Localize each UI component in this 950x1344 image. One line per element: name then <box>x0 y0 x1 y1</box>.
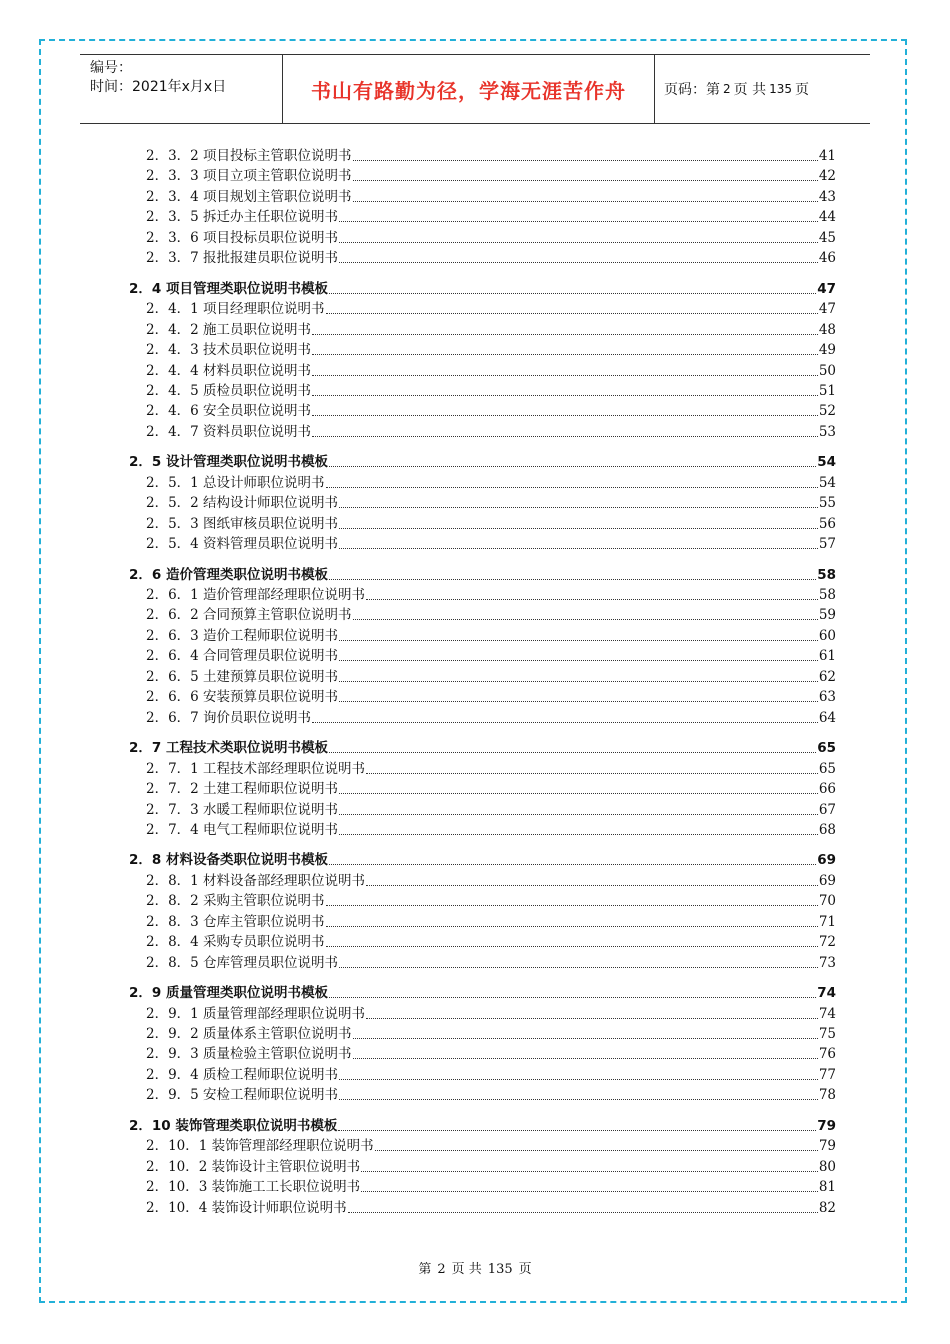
toc-entry[interactable] <box>146 911 836 931</box>
toc-entry-label: 2．10．4 装饰设计师职位说明书 <box>146 1199 347 1216</box>
toc-entry[interactable] <box>146 1064 836 1084</box>
toc-entry-page: 58 <box>818 587 836 603</box>
toc-section-entry[interactable] <box>129 451 836 471</box>
toc-leader-dots <box>339 681 818 682</box>
toc-leader-dots <box>339 701 818 702</box>
toc-entry[interactable] <box>146 206 836 226</box>
toc-leader-dots <box>353 1058 818 1059</box>
toc-entry[interactable] <box>146 1084 836 1104</box>
toc-entry-label: 2．6 造价管理类职位说明书模板 <box>129 566 328 583</box>
toc-entry-page: 59 <box>818 607 836 624</box>
toc-leader-dots <box>312 415 818 416</box>
toc-entry-page: 57 <box>818 536 836 553</box>
toc-leader-dots <box>312 436 818 437</box>
toc-entry-label: 2．6．3 造价工程师职位说明书 <box>146 627 339 644</box>
toc-entry-label: 2．9 质量管理类职位说明书模板 <box>129 985 328 1002</box>
toc-leader-dots <box>329 466 816 467</box>
toc-leader-dots <box>312 375 818 376</box>
toc-entry[interactable] <box>146 513 836 533</box>
toc-entry-page: 77 <box>818 1066 836 1083</box>
footer-page: 2 <box>437 1262 446 1277</box>
toc-entry[interactable] <box>146 319 836 339</box>
toc-entry-label: 2．3．6 项目投标员职位说明书 <box>146 229 339 246</box>
toc-leader-dots <box>339 507 818 508</box>
toc-entry[interactable] <box>146 1023 836 1043</box>
toc-entry-label: 2．8．4 采购专员职位说明书 <box>146 934 325 951</box>
toc-entry-label: 2．9．3 质量检验主管职位说明书 <box>146 1046 352 1063</box>
toc-entry-page: 71 <box>818 913 836 930</box>
toc-entry-page: 49 <box>818 342 836 359</box>
toc-entry-label: 2．4．6 安全员职位说明书 <box>146 403 312 420</box>
toc-entry[interactable] <box>146 400 836 420</box>
toc-entry-page: 79 <box>817 1117 836 1134</box>
toc-section-entry[interactable] <box>129 564 836 584</box>
toc-entry[interactable] <box>146 1003 836 1023</box>
toc-entry[interactable] <box>146 666 836 686</box>
toc-entry-page: 65 <box>817 740 836 757</box>
toc-leader-dots <box>353 201 818 202</box>
toc-entry[interactable] <box>146 890 836 910</box>
toc-leader-dots <box>353 619 818 620</box>
toc-entry-page: 64 <box>818 709 836 726</box>
toc-entry-label: 2．5．4 资料管理员职位说明书 <box>146 536 339 553</box>
toc-leader-dots <box>339 814 818 815</box>
toc-leader-dots <box>339 221 818 222</box>
toc-entry-label: 2．4 项目管理类职位说明书模板 <box>129 280 328 297</box>
toc-leader-dots <box>339 1099 818 1100</box>
toc-entry-label: 2．6．5 土建预算员职位说明书 <box>146 668 339 685</box>
toc-entry[interactable] <box>146 533 836 553</box>
toc-entry-label: 2．7 工程技术类职位说明书模板 <box>129 740 328 757</box>
toc-entry[interactable] <box>146 380 836 400</box>
toc-entry-label: 2．6．4 合同管理员职位说明书 <box>146 648 339 665</box>
toc-entry-label: 2．7．3 水暖工程师职位说明书 <box>146 801 339 818</box>
toc-entry-page: 56 <box>818 515 836 532</box>
toc-section-entry[interactable] <box>129 278 836 298</box>
toc-entry-label: 2．4．3 技术员职位说明书 <box>146 342 312 359</box>
toc-leader-dots <box>326 487 818 488</box>
toc-entry[interactable] <box>146 625 836 645</box>
footer-suffix: 页 <box>518 1262 532 1277</box>
toc-leader-dots <box>353 160 818 161</box>
toc-entry-page: 72 <box>818 934 836 951</box>
toc-entry[interactable] <box>146 778 836 798</box>
toc-leader-dots <box>366 773 818 774</box>
toc-leader-dots <box>338 1130 816 1131</box>
toc-entry-label: 2．3．5 拆迁办主任职位说明书 <box>146 209 339 226</box>
toc-entry-page: 78 <box>818 1087 836 1104</box>
toc-entry-page: 66 <box>818 781 836 798</box>
toc-entry-page: 41 <box>818 148 836 164</box>
number-label: 编号： <box>90 60 132 76</box>
toc-leader-dots <box>375 1150 818 1151</box>
toc-entry[interactable] <box>146 1043 836 1063</box>
toc-entry[interactable] <box>146 339 836 359</box>
toc-entry-page: 46 <box>818 250 836 267</box>
toc-entry-page: 43 <box>818 188 836 205</box>
toc-entry-label: 2．6．7 询价员职位说明书 <box>146 709 312 726</box>
toc-entry-page: 47 <box>818 301 836 318</box>
toc-entry-page: 67 <box>818 801 836 818</box>
toc-entry-page: 69 <box>818 872 836 889</box>
time-label: 时间：2021年x月x日 <box>90 79 227 95</box>
toc-entry[interactable] <box>146 707 836 727</box>
toc-entry-page: 47 <box>817 280 836 297</box>
toc-leader-dots <box>312 722 818 723</box>
toc-entry[interactable] <box>146 247 836 267</box>
toc-leader-dots <box>326 946 818 947</box>
toc-leader-dots <box>339 242 818 243</box>
toc-entry-page: 76 <box>818 1046 836 1063</box>
toc-entry[interactable] <box>146 819 836 839</box>
toc-entry-label: 2．5 设计管理类职位说明书模板 <box>129 454 328 471</box>
toc-section-entry[interactable] <box>129 737 836 757</box>
toc-leader-dots <box>353 180 818 181</box>
toc-leader-dots <box>329 752 816 753</box>
toc-entry-label: 2．6．6 安装预算员职位说明书 <box>146 689 339 706</box>
toc-entry-label: 2．9．2 质量体系主管职位说明书 <box>146 1026 352 1042</box>
toc-leader-dots <box>339 528 818 529</box>
toc-leader-dots <box>339 640 818 641</box>
toc-entry-page: 62 <box>818 668 836 685</box>
toc-entry[interactable] <box>146 421 836 441</box>
toc-leader-dots <box>353 1038 818 1039</box>
toc-leader-dots <box>326 926 818 927</box>
toc-leader-dots <box>361 1171 818 1172</box>
toc-entry[interactable] <box>146 686 836 706</box>
toc-entry-label: 2．3．7 报批报建员职位说明书 <box>146 250 339 267</box>
toc-leader-dots <box>361 1191 818 1192</box>
toc-entry-label: 2．5．1 总设计师职位说明书 <box>146 474 325 491</box>
toc-leader-dots <box>312 334 818 335</box>
toc-entry-label: 2．4．2 施工员职位说明书 <box>146 321 312 338</box>
toc-entry-page: 54 <box>817 454 836 471</box>
toc-entry-page: 73 <box>818 954 836 971</box>
toc-entry-label: 2．3．3 项目立项主管职位说明书 <box>146 168 352 185</box>
toc-entry[interactable] <box>146 584 836 604</box>
toc-entry-label: 2．3．2 项目投标主管职位说明书 <box>146 148 352 164</box>
toc-entry-page: 60 <box>818 627 836 644</box>
toc-entry-page: 44 <box>818 209 836 226</box>
toc-entry[interactable] <box>146 1197 836 1217</box>
toc-entry-page: 69 <box>817 852 836 869</box>
toc-entry-page: 61 <box>818 648 836 665</box>
toc-leader-dots <box>339 967 818 968</box>
toc-entry-label: 2．7．2 土建工程师职位说明书 <box>146 781 339 798</box>
toc-section-entry[interactable] <box>129 982 836 1002</box>
toc-entry-label: 2．8．5 仓库管理员职位说明书 <box>146 954 339 971</box>
toc-entry-page: 74 <box>818 1005 836 1022</box>
toc-leader-dots <box>339 660 818 661</box>
page-header <box>80 54 870 124</box>
toc-entry-page: 48 <box>818 321 836 338</box>
toc-section-entry[interactable] <box>129 849 836 869</box>
page-footer <box>0 1258 950 1277</box>
toc-entry[interactable] <box>146 758 836 778</box>
toc-entry[interactable] <box>146 645 836 665</box>
toc-entry-page: 65 <box>818 760 836 777</box>
header-slogan: 书山有路勤为径，学海无涯苦作舟 <box>283 55 655 123</box>
toc-leader-dots <box>312 395 818 396</box>
toc-leader-dots <box>312 354 818 355</box>
toc-entry-label: 2．8 材料设备类职位说明书模板 <box>129 852 328 869</box>
toc-leader-dots <box>326 313 818 314</box>
toc-entry-label: 2．4．4 材料员职位说明书 <box>146 362 312 379</box>
toc-entry-page: 54 <box>818 474 836 491</box>
toc-entry-label: 2．9．1 质量管理部经理职位说明书 <box>146 1005 366 1022</box>
toc-entry-page: 42 <box>818 168 836 185</box>
toc-entry-label: 2．7．4 电气工程师职位说明书 <box>146 821 339 838</box>
toc-entry-label: 2．10．2 装饰设计主管职位说明书 <box>146 1158 361 1175</box>
toc-entry[interactable] <box>146 931 836 951</box>
toc-entry-label: 2．8．2 采购主管职位说明书 <box>146 893 325 910</box>
toc-entry-page: 52 <box>818 403 836 420</box>
toc-entry-label: 2．10．1 装饰管理部经理职位说明书 <box>146 1138 374 1155</box>
toc-leader-dots <box>339 1079 818 1080</box>
toc-leader-dots <box>339 793 818 794</box>
page-total: 135 <box>769 82 792 96</box>
toc-leader-dots <box>329 997 816 998</box>
toc-leader-dots <box>339 262 818 263</box>
page-suffix: 页 <box>795 82 809 98</box>
toc-entry-page: 75 <box>818 1026 836 1042</box>
toc-leader-dots <box>366 599 818 600</box>
toc-entry-label: 2．9．4 质检工程师职位说明书 <box>146 1066 339 1083</box>
toc-entry-label: 2．7．1 工程技术部经理职位说明书 <box>146 760 366 777</box>
toc-leader-dots <box>326 905 818 906</box>
toc-entry[interactable] <box>146 472 836 492</box>
toc-entry-page: 74 <box>817 985 836 1002</box>
footer-prefix: 第 <box>418 1262 432 1277</box>
page-prefix: 页码：第 <box>664 82 720 98</box>
toc-entry-label: 2．5．2 结构设计师职位说明书 <box>146 495 339 512</box>
toc-entry-page: 63 <box>818 689 836 706</box>
toc-entry-page: 68 <box>818 821 836 838</box>
toc-leader-dots <box>329 579 816 580</box>
toc-entry[interactable] <box>146 604 836 624</box>
toc-entry-label: 2．8．3 仓库主管职位说明书 <box>146 913 325 930</box>
toc-entry[interactable] <box>146 1176 836 1196</box>
toc-entry-page: 58 <box>817 566 836 583</box>
header-meta <box>80 55 283 123</box>
toc-entry-page: 81 <box>818 1179 836 1196</box>
toc-entry[interactable] <box>146 1156 836 1176</box>
toc-entry[interactable] <box>146 227 836 247</box>
footer-total: 135 <box>487 1262 513 1277</box>
toc-entry-label: 2．10 装饰管理类职位说明书模板 <box>129 1117 338 1134</box>
toc-leader-dots <box>329 864 816 865</box>
page-number: 2 <box>723 82 731 96</box>
toc-entry-page: 45 <box>818 229 836 246</box>
toc-entry-page: 55 <box>818 495 836 512</box>
toc-leader-dots <box>366 1018 818 1019</box>
toc-entry-page: 80 <box>818 1158 836 1175</box>
toc-entry-page: 53 <box>818 423 836 440</box>
toc-entry-label: 2．4．1 项目经理职位说明书 <box>146 301 325 318</box>
toc-leader-dots <box>339 834 818 835</box>
toc-entry[interactable] <box>146 145 836 165</box>
toc-entry-page: 50 <box>818 362 836 379</box>
toc-entry[interactable] <box>146 870 836 890</box>
toc-entry-label: 2．4．7 资料员职位说明书 <box>146 423 312 440</box>
toc-entry[interactable] <box>146 186 836 206</box>
toc-leader-dots <box>329 293 816 294</box>
toc-entry[interactable] <box>146 952 836 972</box>
toc-leader-dots <box>366 885 818 886</box>
toc-entry-label: 2．6．1 造价管理部经理职位说明书 <box>146 587 366 603</box>
toc-entry-label: 2．3．4 项目规划主管职位说明书 <box>146 188 352 205</box>
toc-entry[interactable] <box>146 165 836 185</box>
toc-entry-label: 2．8．1 材料设备部经理职位说明书 <box>146 872 366 889</box>
toc-entry-label: 2．9．5 安检工程师职位说明书 <box>146 1087 339 1104</box>
toc-entry-page: 79 <box>818 1138 836 1155</box>
header-page-info <box>655 55 870 123</box>
toc-entry[interactable] <box>146 298 836 318</box>
toc-entry-page: 82 <box>818 1199 836 1216</box>
toc-entry-label: 2．5．3 图纸审核员职位说明书 <box>146 515 339 532</box>
toc-entry[interactable] <box>146 1135 836 1155</box>
toc-leader-dots <box>339 548 818 549</box>
toc-entry[interactable] <box>146 799 836 819</box>
page-mid: 页 共 <box>733 82 767 98</box>
footer-mid: 页 共 <box>451 1262 482 1277</box>
toc-entry-page: 51 <box>818 382 836 399</box>
toc-section-entry[interactable] <box>129 1115 836 1135</box>
toc-entry-label: 2．4．5 质检员职位说明书 <box>146 382 312 399</box>
toc-entry-label: 2．10．3 装饰施工工长职位说明书 <box>146 1179 361 1196</box>
toc-leader-dots <box>348 1212 818 1213</box>
toc-entry-page: 70 <box>818 893 836 910</box>
toc-entry[interactable] <box>146 492 836 512</box>
toc-entry[interactable] <box>146 360 836 380</box>
toc-entry-label: 2．6．2 合同预算主管职位说明书 <box>146 607 352 624</box>
